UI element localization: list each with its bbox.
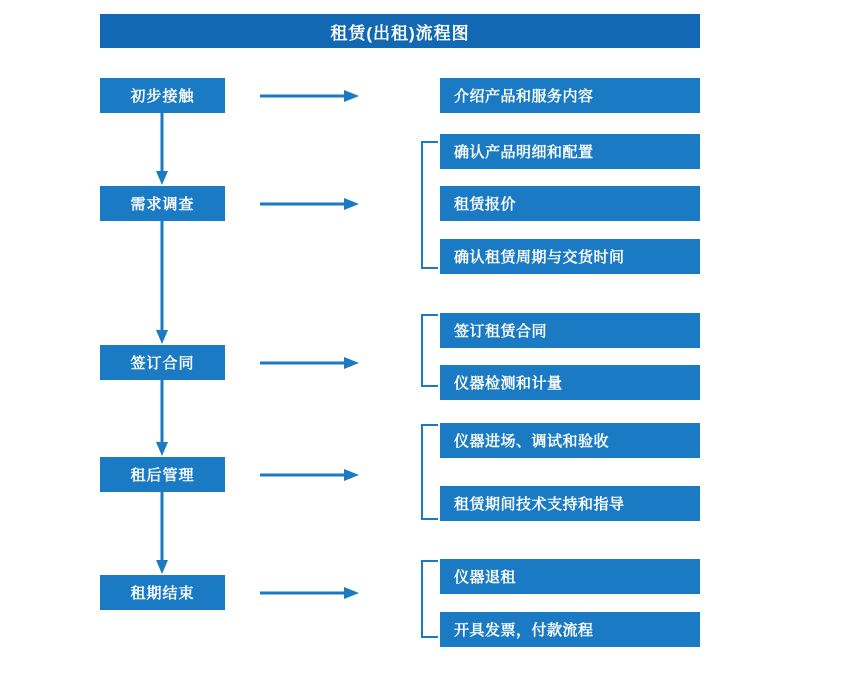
horizontal-arrow-2 [260,197,360,211]
stage-box-1[interactable]: 初步接触 [100,78,225,113]
stage-box-4[interactable]: 租后管理 [100,457,225,492]
bracket-group-2 [414,140,438,270]
bracket-group-5 [414,559,438,639]
horizontal-arrow-5 [260,586,360,600]
task-box-5[interactable]: 签订租赁合同 [440,313,700,348]
task-box-2[interactable]: 确认产品明细和配置 [440,134,700,169]
task-box-3[interactable]: 租赁报价 [440,186,700,221]
horizontal-arrow-3 [260,356,360,370]
horizontal-arrow-1 [260,89,360,103]
task-box-9[interactable]: 仪器退租 [440,559,700,594]
vertical-arrow-1-2 [155,113,169,186]
page-title: 租赁(出租)流程图 [100,14,700,48]
task-box-10[interactable]: 开具发票，付款流程 [440,612,700,647]
task-box-7[interactable]: 仪器进场、调试和验收 [440,423,700,458]
task-box-4[interactable]: 确认租赁周期与交货时间 [440,239,700,274]
vertical-arrow-4-5 [155,492,169,575]
vertical-arrow-3-4 [155,380,169,457]
stage-box-2[interactable]: 需求调查 [100,186,225,221]
stage-box-3[interactable]: 签订合同 [100,345,225,380]
task-box-6[interactable]: 仪器检测和计量 [440,365,700,400]
task-box-1[interactable]: 介绍产品和服务内容 [440,78,700,113]
horizontal-arrow-4 [260,468,360,482]
task-box-8[interactable]: 租赁期间技术支持和指导 [440,486,700,521]
vertical-arrow-2-3 [155,221,169,345]
bracket-group-3 [414,313,438,388]
bracket-group-4 [414,423,438,521]
stage-box-5[interactable]: 租期结束 [100,575,225,610]
